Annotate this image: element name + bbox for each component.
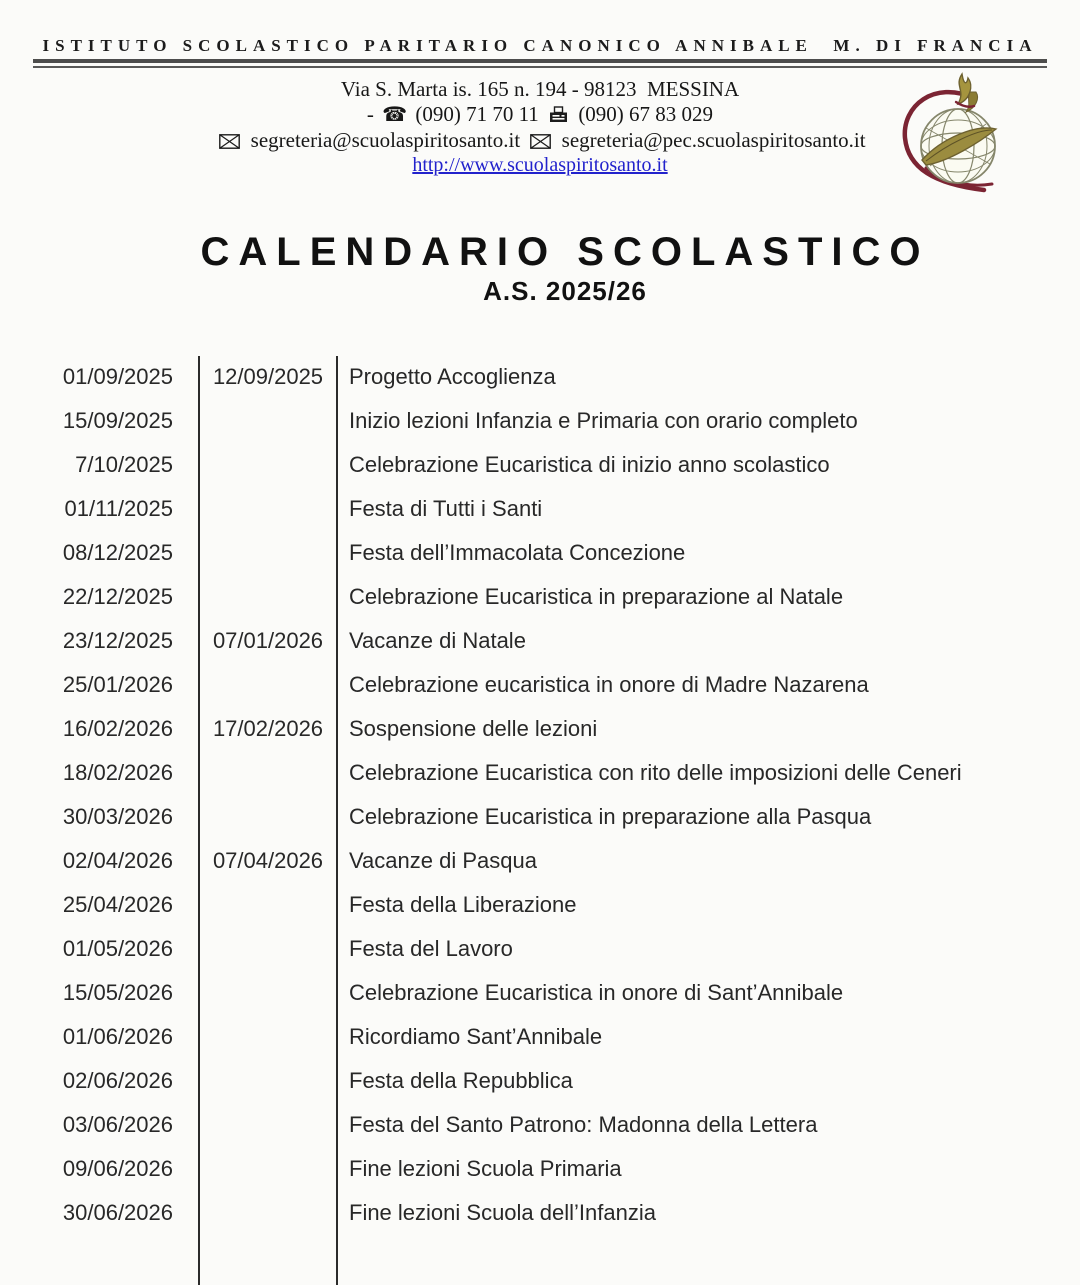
start-date: 23/12/2025 — [62, 628, 173, 653]
table-row — [0, 355, 1080, 399]
start-date: 01/05/2026 — [62, 936, 173, 961]
event-description: Sospensione delle lezioni — [349, 716, 598, 741]
start-date: 09/06/2026 — [62, 1156, 173, 1181]
event-description: Fine lezioni Scuola Primaria — [349, 1156, 622, 1181]
start-date: 02/06/2026 — [62, 1068, 173, 1093]
address-line: Via S. Marta is. 165 n. 194 - 98123 MESSINA — [340, 77, 740, 101]
event-description: Vacanze di Natale — [349, 628, 526, 653]
table-row — [0, 707, 1080, 751]
table-row — [0, 443, 1080, 487]
calendar-table — [0, 355, 1080, 1235]
header-divider — [33, 59, 1047, 68]
start-date: 25/01/2026 — [62, 672, 173, 697]
email-address-1: segreteria@scuolaspiritosanto.it — [250, 128, 521, 152]
event-description: Festa dell’Immacolata Concezione — [349, 540, 686, 565]
start-date: 7/10/2025 — [75, 452, 173, 477]
event-description: Celebrazione Eucaristica in onore di Sant’Annibale — [349, 980, 844, 1005]
end-date: 07/01/2026 — [212, 628, 324, 653]
event-description: Vacanze di Pasqua — [349, 848, 537, 873]
table-row — [0, 927, 1080, 971]
event-description: Ricordiamo Sant’Annibale — [349, 1024, 603, 1049]
table-row — [0, 795, 1080, 839]
envelope-icon — [219, 134, 240, 149]
envelope-icon — [530, 134, 551, 149]
start-date: 01/09/2025 — [62, 364, 173, 389]
page-subtitle: A.S. 2025/26 — [483, 276, 647, 306]
start-date: 15/05/2026 — [62, 980, 173, 1005]
start-date: 01/11/2025 — [64, 496, 173, 521]
event-description: Celebrazione eucaristica in onore di Madre Nazarena — [349, 672, 869, 697]
table-row — [0, 1147, 1080, 1191]
end-date: 07/04/2026 — [212, 848, 324, 873]
website-link[interactable]: http://www.scuolaspiritosanto.it — [412, 154, 668, 176]
event-description: Celebrazione Eucaristica di inizio anno scolastico — [349, 452, 830, 477]
phone-dash: - — [366, 102, 374, 126]
table-row — [0, 531, 1080, 575]
start-date: 15/09/2025 — [62, 408, 173, 433]
event-description: Celebrazione Eucaristica in preparazione al Natale — [349, 584, 844, 609]
start-date: 02/04/2026 — [62, 848, 173, 873]
table-row — [0, 619, 1080, 663]
table-row — [0, 1015, 1080, 1059]
event-description: Festa del Lavoro — [349, 936, 513, 961]
start-date: 30/06/2026 — [62, 1200, 173, 1225]
globe-flame-logo-graphic — [896, 72, 1012, 202]
end-date: 12/09/2025 — [212, 364, 324, 389]
school-name: ISTITUTO SCOLASTICO PARITARIO CANONICO ANNIBALE M. DI FRANCIA — [42, 36, 1038, 55]
telephone-icon: ☎ — [382, 102, 408, 126]
start-date: 16/02/2026 — [62, 716, 173, 741]
table-row — [0, 399, 1080, 443]
start-date: 22/12/2025 — [62, 584, 173, 609]
start-date: 03/06/2026 — [62, 1112, 173, 1137]
table-row — [0, 1103, 1080, 1147]
start-date: 25/04/2026 — [62, 892, 173, 917]
event-description: Fine lezioni Scuola dell’Infanzia — [349, 1200, 656, 1225]
event-description: Festa di Tutti i Santi — [349, 496, 543, 521]
phone-number-1: (090) 71 70 11 — [415, 102, 539, 126]
table-row — [0, 575, 1080, 619]
table-row — [0, 1191, 1080, 1235]
start-date: 18/02/2026 — [62, 760, 173, 785]
phone-number-2: (090) 67 83 029 — [578, 102, 714, 126]
event-description: Celebrazione Eucaristica con rito delle imposizioni delle Ceneri — [349, 760, 962, 785]
table-row — [0, 663, 1080, 707]
event-description: Festa della Repubblica — [349, 1068, 573, 1093]
page-title: CALENDARIO SCOLASTICO — [200, 230, 930, 274]
event-description: Inizio lezioni Infanzia e Primaria con orario completo — [349, 408, 858, 433]
start-date: 01/06/2026 — [62, 1024, 173, 1049]
start-date: 08/12/2025 — [62, 540, 173, 565]
table-row — [0, 751, 1080, 795]
table-row — [0, 1059, 1080, 1103]
event-description: Celebrazione Eucaristica in preparazione alla Pasqua — [349, 804, 872, 829]
fax-icon — [549, 106, 568, 123]
table-row — [0, 971, 1080, 1015]
event-description: Progetto Accoglienza — [349, 364, 556, 389]
school-logo — [896, 72, 1012, 202]
table-row — [0, 883, 1080, 927]
event-description: Festa della Liberazione — [349, 892, 577, 917]
end-date: 17/02/2026 — [212, 716, 324, 741]
event-description: Festa del Santo Patrono: Madonna della Lettera — [349, 1112, 818, 1137]
table-row — [0, 839, 1080, 883]
start-date: 30/03/2026 — [62, 804, 173, 829]
table-row — [0, 487, 1080, 531]
email-address-2: segreteria@pec.scuolaspiritosanto.it — [561, 128, 866, 152]
